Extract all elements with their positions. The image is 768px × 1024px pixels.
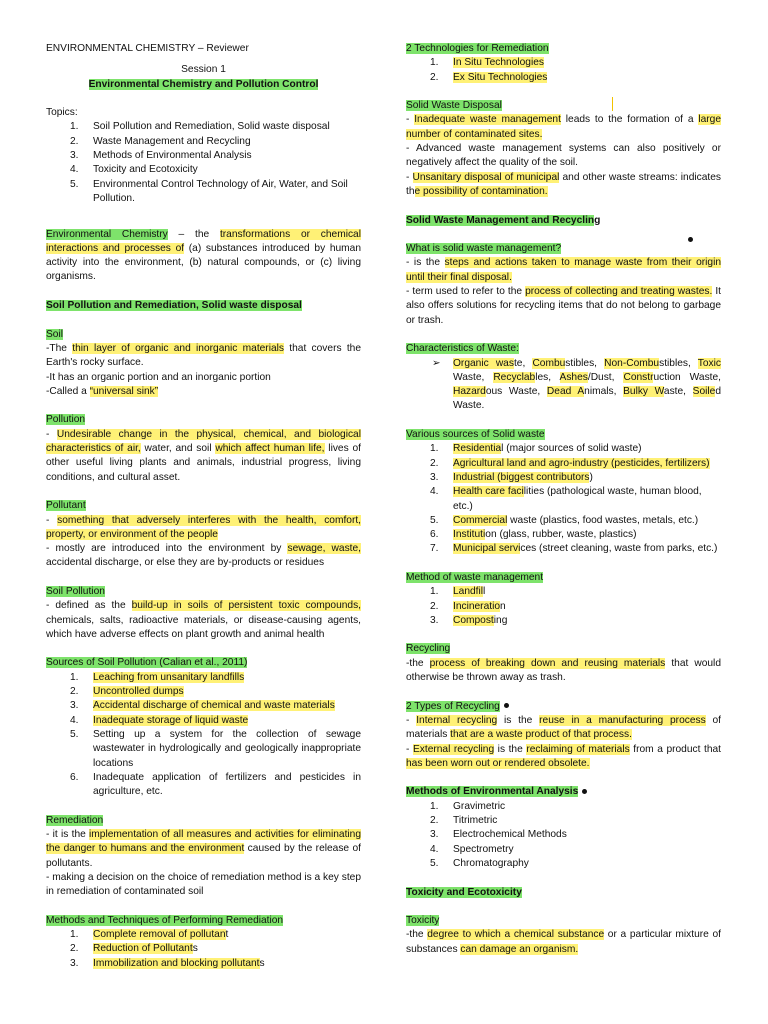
section-heading-swm: Solid Waste Management and Recycling [406,214,601,226]
sources-label: Sources of Soil Pollution (Calian et al., 2011) [46,657,248,669]
list-item: 1. In Situ Technologies [430,57,544,69]
list-item: 7. Municipal services (street cleaning, waste from parks, etc.) [430,543,718,555]
recycling-label: Recycling [406,643,451,655]
types-recycling-label: 2 Types of Recycling [406,700,721,714]
env-chem-definition: Environmental Chemistry – the transformations or chemical interactions and processes of (a) substances introduced by human activity into the environment, (b) natural compounds, or (c) living organisms. [46,228,362,283]
technologies-label: 2 Technologies for Remediation [406,43,549,54]
topics-label: Topics: [46,107,78,119]
list-item: 2. Titrimetric [430,815,498,827]
soil-line-3: -Called a “universal sink” [46,385,159,397]
soil-pollution-definition: - defined as the build-up in soils of persistent toxic compounds, chemicals, salts, radioactive materials, or disease-causing agents, which have adverse effects on plant growth and animal health [46,600,361,640]
right-column [406,42,721,957]
soil-pollution-label: Soil Pollution [46,585,105,597]
list-item: 1. Soil Pollution and Remediation, Solid waste disposal [70,121,330,133]
remediation-note: - making a decision on the choice of remediation method is a key step in remediation of contaminated soil [46,871,361,898]
remediation-definition: - it is the implementation of all measures and activities for eliminating the danger to humans and the environment caused by the release of pollutants. [46,829,362,869]
method-wm-label: Method of waste management [406,571,544,583]
session-number: Session 1 [181,64,226,76]
list-item: 3. Methods of Environmental Analysis [70,150,252,162]
swd-line-1: - Inadequate waste management leads to the formation of a large number of contaminated sites. [406,114,721,140]
soil-line-2: -It has an organic portion and an inorganic portion [46,371,271,383]
bullet-dot-icon [582,789,587,794]
pollution-definition: - Undesirable change in the physical, chemical, and biological characteristics of air, water, and soil which affect human life, lives of other useful living plants and animals, industrial progress, living conditions, and cultural asset. [46,428,361,483]
bullet-dot-icon [688,237,693,242]
section-heading-toxicity: Toxicity and Ecotoxicity [406,886,522,898]
pollutant-label: Pollutant [46,500,86,512]
list-item: 6. Inadequate application of fertilizers and pesticides in agriculture, etc. [70,771,361,798]
list-item: 2. Uncontrolled dumps [70,686,184,698]
technologies-list [406,56,721,85]
swd-line-2: - Advanced waste management systems can also positively or negatively affect the quality of the soil. [406,143,721,169]
methods-remediation-label: Methods and Techniques of Performing Remediation [46,914,284,926]
list-item: 4. Health care facilities (pathological waste, human blood, etc.) [430,486,702,512]
soil-label: Soil [46,328,63,340]
section-heading-analysis: Methods of Environmental Analysis [406,785,721,799]
list-item: 1. Residential (major sources of solid waste) [430,443,642,455]
list-item: 5. Chromatography [430,857,529,869]
list-item: 3. Industrial (biggest contributors) [430,471,593,483]
topics-list [46,120,361,206]
text-cursor [612,97,613,111]
list-item: 4. Toxicity and Ecotoxicity [70,164,198,176]
list-item: 1. Landfill [430,586,486,598]
list-item: 2. Waste Management and Recycling [70,135,251,147]
document-title: ENVIRONMENTAL CHEMISTRY – Reviewer [46,43,249,54]
sources-list [46,671,361,800]
what-swm-label: What is solid waste management? [406,243,562,255]
list-item: 2. Incineration [430,600,506,612]
list-item: 4. Inadequate storage of liquid waste [70,714,249,726]
swd-line-3: - Unsanitary disposal of municipal and other waste streams: indicates the possibility of contamination. [406,171,722,197]
list-item: 5. Commercial waste (plastics, food wastes, metals, etc.) [430,514,699,526]
list-item: 2. Agricultural land and agro-industry (pesticides, fertilizers) [430,457,710,469]
session-title: Environmental Chemistry and Pollution Control [88,78,319,90]
internal-recycling: - Internal recycling is the reuse in a manufacturing process of materials that are a waste product of that process. [406,714,722,741]
toxicity-definition: -the degree to which a chemical substance or a particular mixture of substances can damage an organism. [406,929,721,955]
pollutant-note: - mostly are introduced into the environment by sewage, waste, accidental discharge, or else they are by-products or residues [46,543,361,569]
list-item: 5. Setting up a system for the collection of sewage wastewater in hydrologically and geologically inappropriate locations [70,728,361,769]
characteristics-list [406,357,721,414]
list-item: ➢ Organic waste, Combustibles, Non-Combustibles, Toxic Waste, Recyclables, Ashes/Dust, Construction Waste, Hazardous Waste, Dead Animals, Bulky Waste, Soiled Waste. [432,357,721,412]
list-item: 2. Ex Situ Technologies [430,71,548,83]
list-item: 2. Reduction of Pollutants [70,943,198,955]
what-swm-line-2: - term used to refer to the process of collecting and treating wastes. It also offers solutions for recycling items that do not belong to garbage or trash. [406,286,721,326]
list-item: 1. Leaching from unsanitary landfills [70,671,245,683]
list-item: 4. Spectrometry [430,843,514,855]
methods-remediation-list [46,928,361,971]
section-heading-soil: Soil Pollution and Remediation, Solid waste disposal [46,300,302,312]
list-item: 3. Immobilization and blocking pollutants [70,957,265,969]
toxicity-label: Toxicity [406,915,440,927]
recycling-definition: -the process of breaking down and reusing materials that would otherwise be thrown away as trash. [406,657,721,684]
pollutant-definition: - something that adversely interferes with the health, comfort, property, or environment of the people [46,514,361,540]
methods-analysis-list [406,800,721,871]
left-column [46,42,361,971]
soil-line-1: -The thin layer of organic and inorganic materials that covers the Earth's rocky surface. [46,342,361,369]
arrow-bullet-icon: ➢ [432,357,441,369]
list-item: 3. Composting [430,614,508,626]
pollution-label: Pollution [46,414,86,426]
various-sources-label: Various sources of Solid waste [406,429,545,441]
various-sources-list [406,442,721,556]
list-item: 1. Gravimetric [430,800,506,812]
list-item: 5. Environmental Control Technology of Air, Water, and Soil Pollution. [70,178,348,204]
list-item: 1. Complete removal of pollutant [70,929,229,941]
list-item: 3. Electrochemical Methods [430,829,567,841]
solid-waste-disposal-label: Solid Waste Disposal [406,100,502,112]
what-swm-line-1: - is the steps and actions taken to manage waste from their origin until their final disposal. [406,257,721,283]
method-wm-list [406,585,721,628]
list-item: 6. Institution (glass, rubber, waste, plastics) [430,529,637,541]
remediation-label: Remediation [46,814,104,826]
list-item: 3. Accidental discharge of chemical and waste materials [70,700,335,712]
bullet-dot-icon [504,703,509,708]
characteristics-label: Characteristics of Waste: [406,343,519,355]
external-recycling: - External recycling is the reclaiming of materials from a product that has been worn out or rendered obsolete. [406,743,721,769]
